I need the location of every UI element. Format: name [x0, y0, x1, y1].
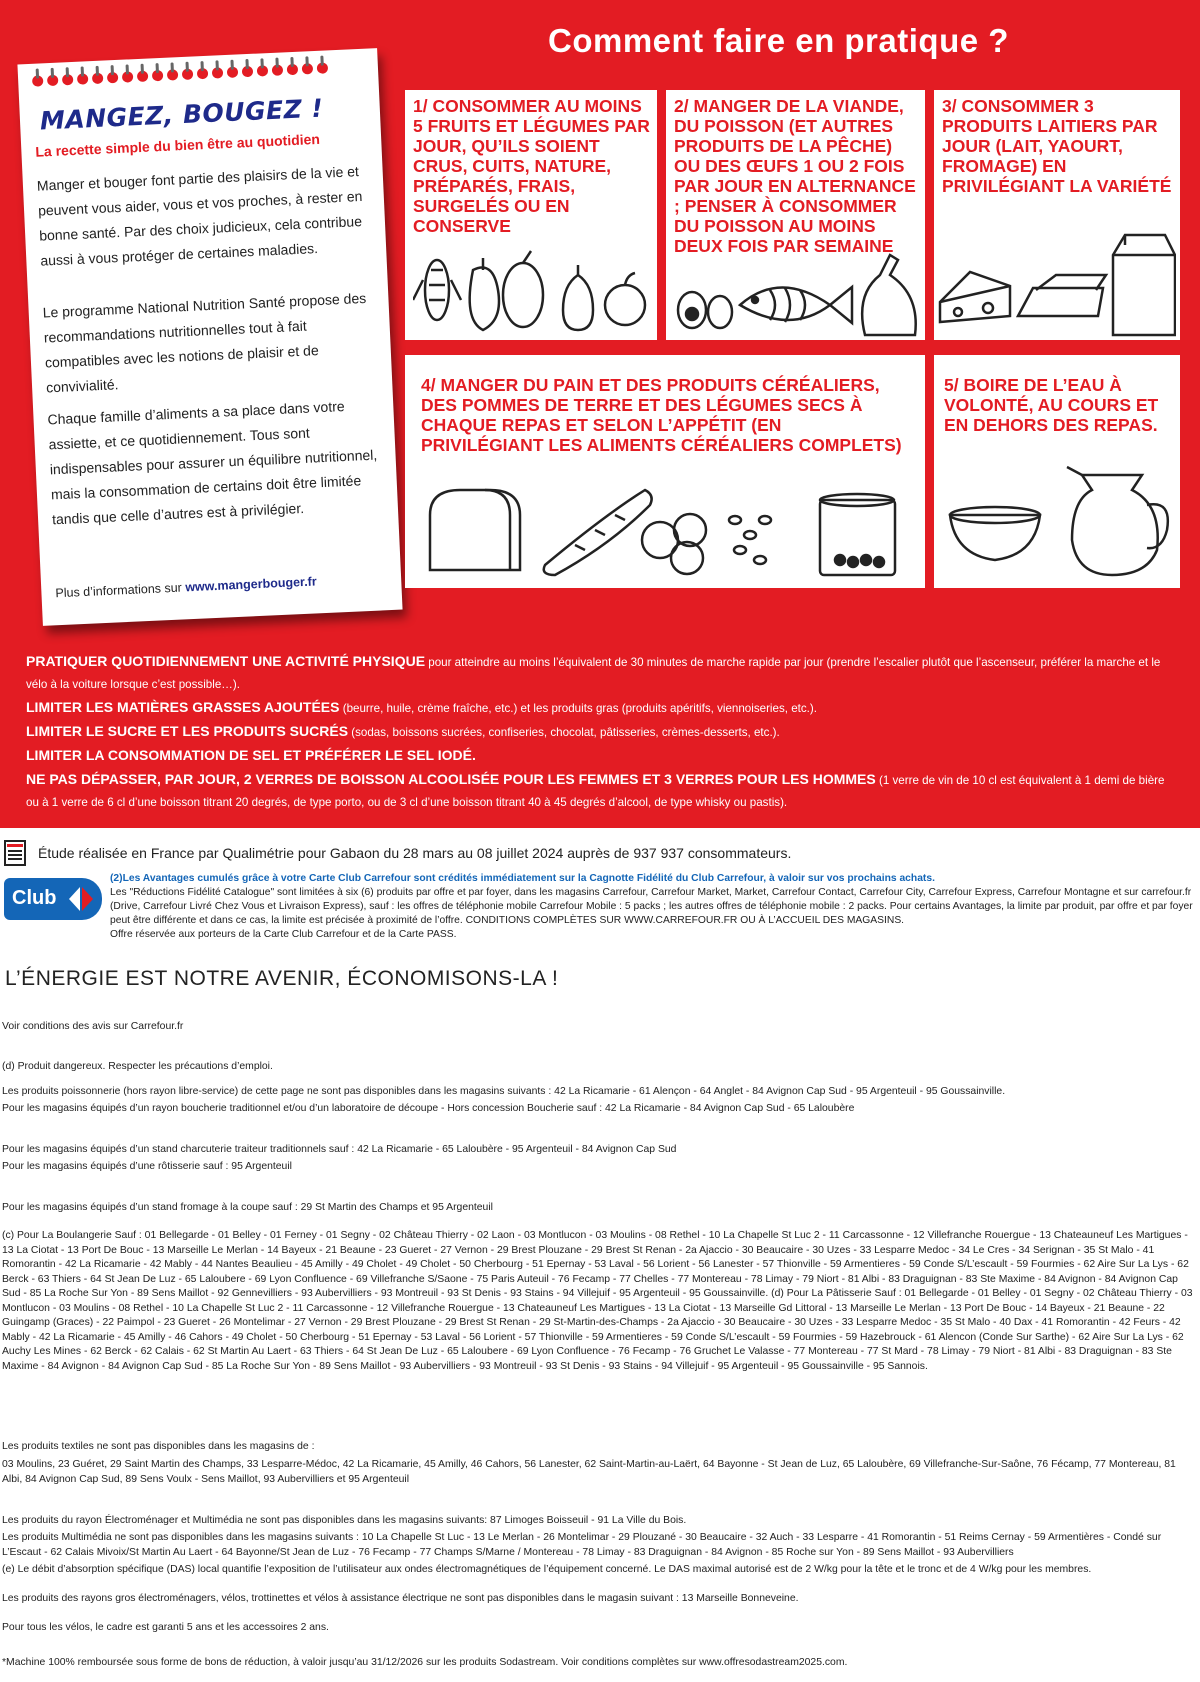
fish-icon [670, 250, 920, 338]
energy-slogan: L’ÉNERGIE EST NOTRE AVENIR, ÉCONOMISONS-LA ! [5, 967, 559, 990]
fine-print: Les produits des rayons gros électroménagers, vélos, trottinettes et vélos à assistance électrique ne sont pas disponibles dans le magasin suivant : 13 Marseille Bonneveine. [2, 1593, 799, 1604]
fine-print: Pour les magasins équipés d’un stand fromage à la coupe sauf : 29 St Martin des Champs et 95 Argenteuil [2, 1202, 493, 1213]
more-info [55, 574, 317, 600]
note-card [17, 48, 402, 626]
tip-text: 1/ CONSOMMER AU MOINS 5 FRUITS ET LÉGUMES PAR JOUR, QU’ILS SOIENT CRUS, CUITS, NATURE, PRÉPARÉS, FRAIS, SURGELÉS OU EN CONSERVE [413, 96, 650, 236]
recommendation: NE PAS DÉPASSER, PAR JOUR, 2 VERRES DE BOISSON ALCOOLISÉE POUR LES FEMMES ET 3 VERRES POUR LES HOMMES (1 verre de vin de 10 cl est équivalent à 1 demi de bière ou à 1 verre de 6 cl d’une boisson titrant 20 degrés, de type porto, ou de 3 cl d’une boisson titrant 40 à 45 degrés d’alcool, de type whisky ou pastis). [26, 771, 1165, 809]
note-paragraph: Le programme National Nutrition Santé propose des recommandations nutritionnelles tout à fait compatibles avec les notions de plaisir et de convivialité. [42, 289, 367, 396]
tip-box-1 [405, 90, 657, 340]
club-carrefour-logo: Club [4, 878, 102, 920]
tip-text: 3/ CONSOMMER 3 PRODUITS LAITIERS PAR JOUR (LAIT, YAOURT, FROMAGE) EN PRIVILÉGIANT LA VARIÉTÉ [942, 96, 1172, 196]
fine-print: (e) Le débit d’absorption spécifique (DAS) local quantifie l’exposition de l’utilisateur aux ondes électromagnétiques de l’équipement concerné. Le DAS maximal autorisé est de 2 W/kg pour la tête et le tronc et de 4 W/kg pour les membres. [2, 1564, 1092, 1575]
survey-icon [4, 840, 26, 866]
note-title: MANGEZ, BOUGEZ ! [39, 93, 324, 136]
fine-print: Les produits Multimédia ne sont pas disponibles dans les magasins suivants : 10 La Chapelle St Luc - 13 Le Merlan - 26 Montelimar - 29 Plouzané - 30 Beaucaire - 32 Auch - 33 Lesparre - 41 Romorantin - 51 Reims Cernay - 59 Armentières - Condé sur L’Escaut - 62 Calais Mivoix/St Martin Au Laert - 64 Bayonne/St Jean de Luz - 76 Fecamp - 77 Champs S/Marne / Montereau - 78 Limay - 83 Draguignan - 84 Avignon - 85 Roche sur Yon - 89 Sens Maillot - 93 Aubervilliers [2, 1532, 1162, 1558]
fine-print: *Machine 100% remboursée sous forme de bons de réduction, à valoir jusqu’au 31/12/2026 sur les produits Sodastream. Voir conditions complètes sur www.offresodastream2025.com. [2, 1657, 848, 1668]
fine-print: Pour les magasins équipés d’une rôtisserie sauf : 95 Argenteuil [2, 1161, 292, 1172]
water-jug-icon [942, 460, 1174, 580]
note-paragraph: Chaque famille d’aliments a sa place dans votre assiette, et ce quotidiennement. Tous sont indispensables pour assurer un équilibre nutritionnel, mais la consommation de certains doit être limitée tandis que celle d’autres est à privilégier. [47, 397, 378, 528]
recommendation: LIMITER LE SUCRE ET LES PRODUITS SUCRÉS (sodas, boissons sucrées, confiseries, chocolat, pâtisseries, crèmes-desserts, etc.). [26, 723, 780, 739]
more-info-label: Plus d’informations sur [55, 580, 183, 601]
study-note: Étude réalisée en France par Qualimétrie pour Gabaon du 28 mars au 08 juillet 2024 auprès de 937 937 consommateurs. [38, 845, 792, 861]
fine-print: Les produits poissonnerie (hors rayon libre-service) de cette page ne sont pas disponibles dans les magasins suivants : 42 La Ricamarie - 61 Alençon - 64 Anglet - 84 Avignon Cap Sud - 95 Argenteuil - 95 Goussainville. [2, 1086, 1006, 1097]
fine-print: Voir conditions des avis sur Carrefour.fr [2, 1021, 184, 1032]
spiral-binding [32, 62, 328, 86]
fine-print: Les produits textiles ne sont pas disponibles dans les magasins de : [2, 1441, 315, 1452]
club-conditions [110, 872, 1196, 942]
tip-text: 5/ BOIRE DE L’EAU À VOLONTÉ, AU COURS ET EN DEHORS DES REPAS. [944, 375, 1159, 435]
club-line: Les "Réductions Fidélité Catalogue" sont limitées à six (6) produits par offre et par foyer, dans les magasins Carrefour, Carrefour Market, Market, Carrefour Contact, Carrefour City, Carrefour Express, Carrefour Montagne et sur carrefour.fr (Drive, Carrefour Livré Chez Vous et Livraison Express), sauf : les offres de téléphonie mobile Carrefour Mobile : 5 packs ; les autres offres de téléphonie mobile : 2 packs. Pour certains Avantages, la limite par produit, par offre et par foyer peut être différente et dans ce cas, la limite est précisée à proximité de l’offre. CONDITIONS COMPLÈTES SUR WWW.CARREFOUR.FR OU À L’ACCUEIL DES MAGASINS. [110, 887, 1193, 926]
tip-box-5 [934, 355, 1180, 588]
fine-print: (d) Produit dangereux. Respecter les précautions d’emploi. [2, 1061, 273, 1072]
recommendation: PRATIQUER QUOTIDIENNEMENT UNE ACTIVITÉ PHYSIQUE pour atteindre au moins l’équivalent de 30 minutes de marche rapide par jour (prendre l’escalier plutôt que l’ascenseur, préférer la marche et le vélo à la voiture lorsque c’est possible…). [26, 653, 1161, 691]
vegetables-icon [413, 240, 653, 335]
tip-box-4 [405, 355, 925, 588]
club-line: (2)Les Avantages cumulés grâce à votre Carte Club Carrefour sont crédités immédiatement sur la Cagnotte Fidélité du Club Carrefour, à valoir sur vos prochains achats. [110, 873, 935, 884]
club-line: Offre réservée aux porteurs de la Carte Club Carrefour et de la Carte PASS. [110, 929, 457, 940]
bread-icon [425, 480, 915, 580]
carrefour-logo-icon [66, 884, 96, 914]
note-subtitle: La recette simple du bien être au quotidien [35, 130, 321, 160]
fine-print: (c) Pour La Boulangerie Sauf : 01 Bellegarde - 01 Belley - 01 Ferney - 01 Segny - 02 Château Thierry - 02 Laon - 03 Montlucon - 03 Moulins - 08 Rethel - 10 La Chapelle St Luc 2 - 11 Carcassonne - 12 Villefranche Rouergue - 13 Chateauneuf Les Martigues - 13 La Ciotat - 13 Port De Bouc - 13 Marseille Le Merlan - 14 Bayeux - 21 Beaune - 23 Gueret - 27 Vernon - 29 Brest Plouzane - 29 Brest St Renan - 2a Ajaccio - 30 Beaucaire - 30 Uzes - 33 Lesparre Medoc - 34 Le Cres - 34 Serignan - 35 St Malo - 41 Romorantin - 42 La Ricamarie - 42 Mably - 44 Nantes Beaulieu - 45 Amilly - 49 Cholet - 49 Cholet - 50 Cherbourg - 51 Epernay - 53 Laval - 56 Lorient - 56 Lanester - 57 Thionville - 59 Armentieres - 59 Conde S/L’escault - 59 Fourmies - 62 Aire Sur La Lys - 62 Berck - 63 Thiers - 64 St Jean De Luz - 65 Laloubere - 69 Lyon Confluence - 69 Villefranche S/Saone - 75 Paris Auteuil - 76 Fecamp - 77 Chelles - 77 Montereau - 78 Limay - 79 Niort - 81 Albi - 83 Draguignan - 83 Ste Maxime - 84 Avignon - 84 Avignon Cap Sud - 85 La Roche Sur Yon - 89 Sens Maillot - 92 Gennevilliers - 93 Aubervilliers - 93 Montreuil - 93 St Denis - 93 Stains - 94 Villejuif - 95 Argenteuil - 95 Goussainville. (d) Pour La Pâtisserie Sauf : 01 Bellegarde - 01 Belley - 01 Segny - 02 Château Thierry - 03 Montlucon - 03 Moulins - 08 Rethel - 10 La Chapelle St Luc 2 - 11 Carcassonne - 12 Villefranche Rouergue - 13 Chateauneuf Les Martigues - 13 La Ciotat - 13 Marseille Gd Littoral - 13 Marseille Le Merlan - 13 Port De Bouc - 14 Bayeux - 21 Beaune - 22 Guingamp (Graces) - 22 Paimpol - 23 Gueret - 26 Montelimar - 27 Vernon - 29 Brest Plouzane - 29 Brest St Renan - 29 St-Martin-des-Champs - 2a Ajaccio - 30 Beaucaire - 30 Uzes - 33 Lesparre Medoc - 35 St Malo - 40 Dax - 41 Romorantin - 42 Feurs - 42 Mably - 42 La Ricamarie - 45 Amilly - 46 Cahors - 49 Cholet - 50 Cherbourg - 51 Epernay - 53 Laval - 56 Lorient - 57 Thionville - 59 Armentieres - 59 Conde S/L’escault - 59 Fourmies - 59 Hazebrouck - 61 Alencon (Conde Sur Sarthe) - 62 Aire Sur La Lys - 62 Auchy Les Mines - 62 Berck - 62 Calais - 62 St Martin Au Laert - 63 Thiers - 64 St Jean De Luz - 65 Laloubere - 69 Lyon Confluence - 76 Fecamp - 76 Gruchet Le Valasse - 77 Montereau - 77 St Mard - 78 Limay - 79 Niort - 81 Albi - 83 Draguignan - 83 Ste Maxime - 84 Avignon - 84 Avignon Cap Sud - 85 La Roche Sur Yon - 89 Sens Maillot - 93 Aubervilliers - 93 Montreuil - 93 St Denis - 93 Stains - 94 Villejuif - 95 Argenteuil - 95 Goussainville - 95 Sannois. [2, 1230, 1193, 1372]
tip-box-3 [934, 90, 1180, 340]
fine-print: 03 Moulins, 23 Guéret, 29 Saint Martin des Champs, 33 Lesparre-Médoc, 42 La Ricamarie, 45 Amilly, 46 Cahors, 56 Lanester, 62 Saint-Martin-au-Laërt, 64 Bayonne - St Jean de Luz, 65 Laloubère, 69 Villefranche-Sur-Saône, 76 Fécamp, 77 Montereau, 81 Albi, 84 Avignon Cap Sud, 89 Sens Voulx - Sens Maillot, 93 Aubervilliers et 95 Argenteuil [2, 1459, 1176, 1485]
page-title: Comment faire en pratique ? [548, 22, 1009, 59]
mangerbouger-link[interactable]: www.mangerbouger.fr [184, 574, 317, 595]
tip-text: 2/ MANGER DE LA VIANDE, DU POISSON (ET AUTRES PRODUITS DE LA PÊCHE) OU DES ŒUFS 1 OU 2 FOIS PAR JOUR EN ALTERNANCE ; PENSER À CONSOMMER DU POISSON AU MOINS DEUX FOIS PAR SEMAINE [674, 96, 916, 256]
health-recommendations [26, 650, 1176, 814]
note-paragraph: Manger et bouger font partie des plaisirs de la vie et peuvent vous aider, vous et vos proches, à rester en bonne santé. Par des choix judicieux, cela contribue aussi à vous protéger de certaines maladies. [36, 163, 363, 269]
fine-print: Les produits du rayon Électroménager et Multimédia ne sont pas disponibles dans les magasins suivants: 87 Limoges Boisseuil - 91 La Ville du Bois. [2, 1515, 687, 1526]
fine-print: Pour les magasins équipés d’un stand charcuterie traiteur traditionnels sauf : 42 La Ricamarie - 65 Laloubère - 95 Argenteuil - 84 Avignon Cap Sud [2, 1144, 677, 1155]
tip-text: 4/ MANGER DU PAIN ET DES PRODUITS CÉRÉALIERS, DES POMMES DE TERRE ET DES LÉGUMES SECS À CHAQUE REPAS ET SELON L’APPÉTIT (EN PRIVILÉGIANT LES ALIMENTS CÉRÉALIERS COMPLETS) [421, 375, 902, 455]
fine-print: Pour les magasins équipés d’un rayon boucherie traditionnel et/ou d’un laboratoire de découpe - Hors concession Boucherie sauf : 42 La Ricamarie - 84 Avignon Cap Sud - 65 Laloubère [2, 1103, 855, 1114]
recommendation: LIMITER LES MATIÈRES GRASSES AJOUTÉES (beurre, huile, crème fraîche, etc.) et les produits gras (produits apéritifs, viennoiseries, etc.). [26, 699, 817, 715]
fine-print: Pour tous les vélos, le cadre est garanti 5 ans et les accessoires 2 ans. [2, 1622, 329, 1633]
tip-box-2 [666, 90, 925, 340]
recommendation: LIMITER LA CONSOMMATION DE SEL ET PRÉFÉRER LE SEL IODÉ. [26, 747, 476, 763]
dairy-icon [938, 230, 1176, 338]
